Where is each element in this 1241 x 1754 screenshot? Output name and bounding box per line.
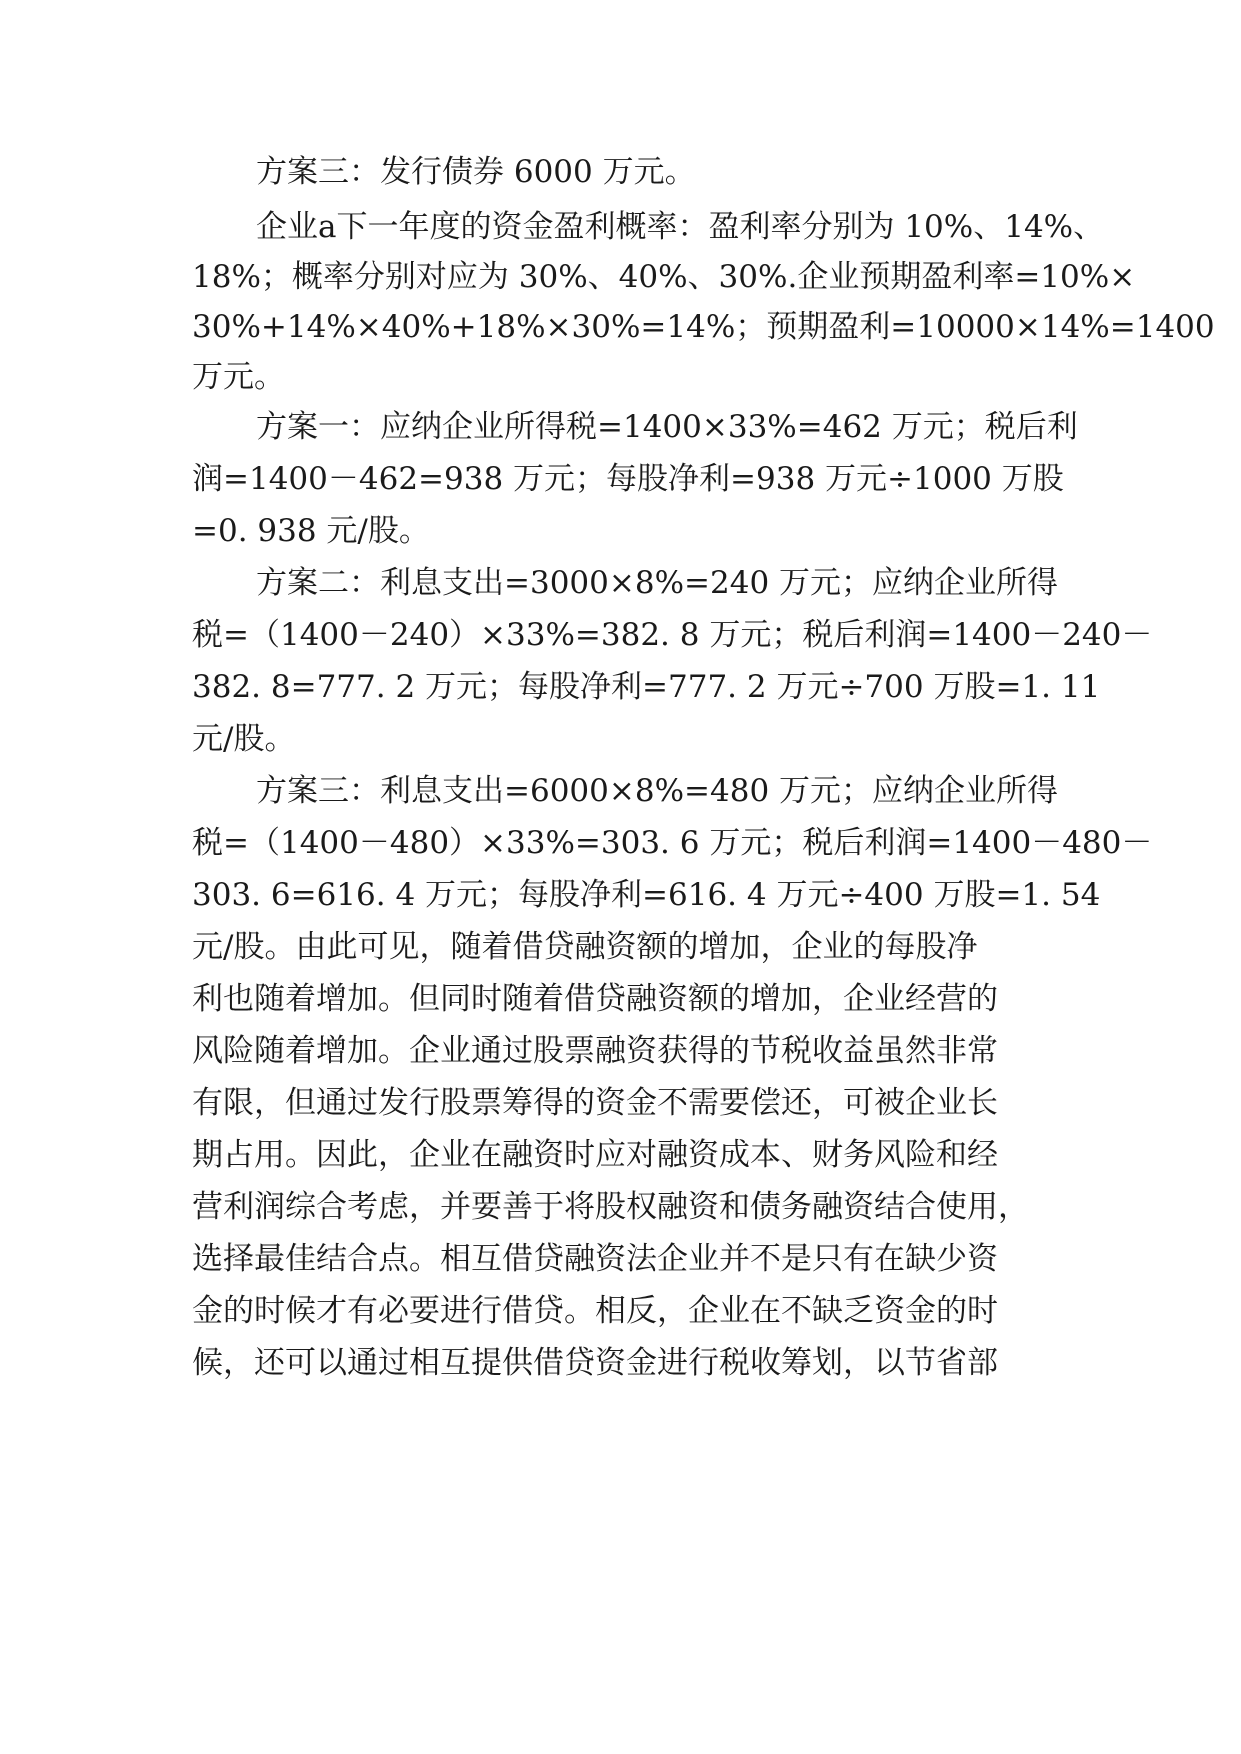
paragraph-line: 有限，但通过发行股票筹得的资金不需要偿还，可被企业长 [192, 1085, 998, 1121]
paragraph-line: 营利润综合考虑，并要善于将股权融资和债务融资结合使用， [192, 1189, 1029, 1225]
paragraph-line: 方案二：利息支出=3000×8%=240 万元；应纳企业所得 [256, 565, 1059, 601]
paragraph-line: 方案三：发行债券 6000 万元。 [256, 154, 696, 190]
paragraph-line: 303. 6=616. 4 万元；每股净利=616. 4 万元÷400 万股=1. 54 [192, 877, 1101, 913]
paragraph-line: 企业a下一年度的资金盈利概率：盈利率分别为 10%、14%、 [256, 209, 1105, 245]
paragraph-line: 元/股。 [192, 721, 296, 757]
paragraph-line: 风险随着增加。企业通过股票融资获得的节税收益虽然非常 [192, 1033, 998, 1069]
paragraph-line: =0. 938 元/股。 [192, 513, 430, 549]
paragraph-line: 税=（1400－480）×33%=303. 6 万元；税后利润=1400－480－ [192, 825, 1153, 861]
paragraph-line: 选择最佳结合点。相互借贷融资法企业并不是只有在缺少资 [192, 1241, 998, 1277]
paragraph-line: 30%+14%×40%+18%×30%=14%；预期盈利=10000×14%=1400 [192, 309, 1215, 345]
paragraph-line: 期占用。因此，企业在融资时应对融资成本、财务风险和经 [192, 1137, 998, 1173]
paragraph-line: 利也随着增加。但同时随着借贷融资额的增加，企业经营的 [192, 981, 998, 1017]
paragraph-line: 元/股。由此可见，随着借贷融资额的增加，企业的每股净 [192, 929, 978, 965]
paragraph-line: 万元。 [192, 359, 285, 395]
paragraph-line: 382. 8=777. 2 万元；每股净利=777. 2 万元÷700 万股=1. 11 [192, 669, 1101, 705]
paragraph-line: 方案一：应纳企业所得税=1400×33%=462 万元；税后利 [256, 409, 1078, 445]
paragraph-line: 候，还可以通过相互提供借贷资金进行税收筹划，以节省部 [192, 1345, 998, 1381]
paragraph-line: 方案三：利息支出=6000×8%=480 万元；应纳企业所得 [256, 773, 1059, 809]
paragraph-line: 润=1400－462=938 万元；每股净利=938 万元÷1000 万股 [192, 461, 1064, 497]
paragraph-line: 金的时候才有必要进行借贷。相反，企业在不缺乏资金的时 [192, 1293, 998, 1329]
paragraph-line: 税=（1400－240）×33%=382. 8 万元；税后利润=1400－240－ [192, 617, 1153, 653]
paragraph-line: 18%；概率分别对应为 30%、40%、30%.企业预期盈利率=10%× [192, 259, 1136, 295]
